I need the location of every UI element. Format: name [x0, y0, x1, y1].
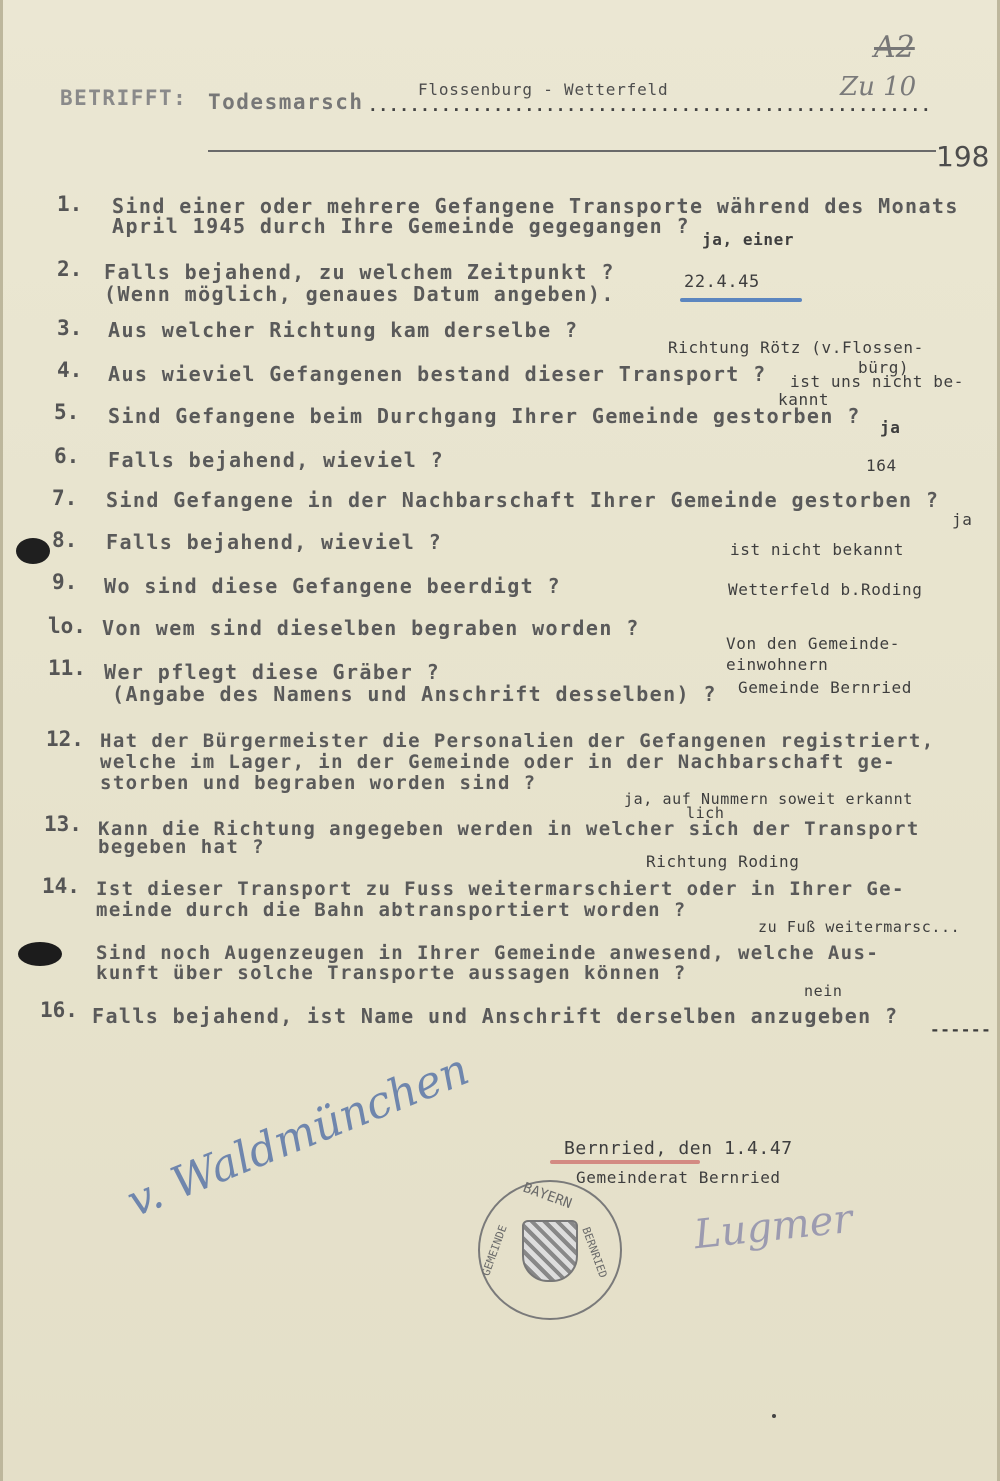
answer-text: Richtung Rötz (v.Flossen-	[668, 338, 924, 357]
header-route: Flossenburg - Wetterfeld	[418, 80, 669, 99]
signature: Lugmer	[692, 1195, 855, 1259]
place-date: Bernried, den 1.4.47	[564, 1138, 793, 1159]
header-subject: Todesmarsch	[208, 90, 364, 114]
answer-text: nein	[804, 982, 843, 1000]
header-dots: ......................................................	[368, 96, 932, 115]
ink-blot	[18, 942, 62, 966]
answer-date: 22.4.45	[684, 272, 760, 292]
question-text: Sind Gefangene in der Nachbarschaft Ihrer Gemeinde gestorben ?	[106, 488, 940, 512]
question-text: Aus wieviel Gefangenen bestand dieser Transport ?	[108, 362, 767, 386]
red-underline	[550, 1160, 700, 1164]
answer-text-cont: einwohnern	[726, 655, 829, 674]
speck	[772, 1414, 776, 1418]
question-number: lo.	[48, 614, 86, 638]
question-text: Aus welcher Richtung kam derselbe ?	[108, 318, 579, 342]
question-text: kunft über solche Transporte aussagen können ?	[96, 962, 687, 984]
question-number	[60, 938, 98, 962]
answer-text: zu Fuß weitermarsc...	[758, 918, 961, 936]
answer-text: Von den Gemeinde-	[726, 634, 900, 653]
question-text: welche im Lager, in der Gemeinde oder in der Nachbarschaft ge-	[100, 751, 897, 773]
question-text: Kann die Richtung angegeben werden in welcher sich der Transport	[98, 818, 920, 840]
question-text: Falls bejahend, ist Name und Anschrift derselben anzugeben ?	[92, 1004, 899, 1028]
question-text: Falls bejahend, wieviel ?	[108, 448, 445, 472]
header-label: BETRIFFT:	[60, 86, 188, 110]
question-number: 2.	[57, 257, 83, 281]
question-number: 8.	[52, 528, 78, 552]
question-text: Hat der Bürgermeister die Personalien der Gefangenen registriert,	[100, 730, 935, 752]
header-rule	[208, 150, 936, 152]
struck-number: A2	[874, 30, 915, 65]
question-number: 7.	[52, 486, 78, 510]
answer-text: ist nicht bekannt	[730, 540, 904, 559]
answer-text: ------	[930, 1020, 992, 1039]
question-number: 11.	[48, 656, 86, 680]
ink-blot	[16, 538, 50, 564]
question-number: 6.	[54, 444, 80, 468]
answer-text-cont: bürg)	[858, 358, 910, 377]
answer-text: Wetterfeld b.Roding	[728, 580, 923, 599]
official-stamp	[478, 1180, 622, 1320]
question-text: meinde durch die Bahn abtransportiert worden ?	[96, 899, 687, 921]
question-number: 13.	[44, 812, 82, 836]
question-text: Ist dieser Transport zu Fuss weitermarschiert oder in Ihrer Ge-	[96, 878, 905, 900]
answer-text: Gemeinde Bernried	[738, 678, 912, 697]
question-number: 12.	[46, 727, 84, 751]
answer-text: ja	[880, 418, 901, 437]
question-number: 4.	[57, 358, 83, 382]
answer-text: ja	[952, 510, 973, 529]
question-text: (Angabe des Namens und Anschrift desselben) ?	[112, 682, 717, 706]
answer-text-cont: lich	[686, 804, 725, 822]
question-text: Sind noch Augenzeugen in Ihrer Gemeinde anwesend, welche Aus-	[96, 942, 880, 964]
question-number: 9.	[52, 570, 78, 594]
question-text: April 1945 durch Ihre Gemeinde gegegangen ?	[112, 214, 690, 238]
answer-text: ja, einer	[702, 230, 795, 249]
question-number: 14.	[42, 874, 80, 898]
stamp-right-text: BERNRIED	[579, 1225, 610, 1280]
answer-text-cont: kannt	[778, 390, 830, 409]
question-text: Von wem sind dieselben begraben worden ?	[102, 616, 640, 640]
question-text: Sind Gefangene beim Durchgang Ihrer Gemeinde gestorben ?	[108, 404, 861, 428]
question-number: 5.	[54, 400, 80, 424]
question-text: (Wenn möglich, genaues Datum angeben).	[104, 282, 615, 306]
question-number: 1.	[57, 192, 83, 216]
stamp-left-text: GEMEINDE	[479, 1223, 510, 1278]
answer-text: ist uns nicht be-	[790, 372, 964, 391]
question-text: Falls bejahend, zu welchem Zeitpunkt ?	[104, 260, 615, 284]
stamp-top-text: BAYERN	[520, 1179, 574, 1213]
question-text: begeben hat ?	[98, 836, 265, 858]
coat-of-arms-icon	[522, 1220, 578, 1282]
answer-text: ja, auf Nummern soweit erkannt	[624, 790, 913, 808]
blue-handwriting: v. Waldmünchen	[120, 1043, 476, 1228]
page-number: 198	[936, 140, 990, 173]
answer-text: 164	[866, 456, 897, 475]
blue-underline	[680, 298, 802, 302]
question-text: Wo sind diese Gefangene beerdigt ?	[104, 574, 561, 598]
left-edge	[0, 0, 3, 1481]
question-number: 16.	[40, 998, 78, 1022]
question-text: Falls bejahend, wieviel ?	[106, 530, 443, 554]
answer-text: Richtung Roding	[646, 852, 800, 871]
question-text: storben und begraben worden sind ?	[100, 772, 537, 794]
handwritten-note: Zu 10	[840, 72, 917, 102]
question-text: Sind einer oder mehrere Gefangene Transporte während des Monats	[112, 194, 959, 218]
council-name: Gemeinderat Bernried	[576, 1168, 781, 1187]
question-number: 3.	[57, 316, 83, 340]
question-text: Wer pflegt diese Gräber ?	[104, 660, 441, 684]
